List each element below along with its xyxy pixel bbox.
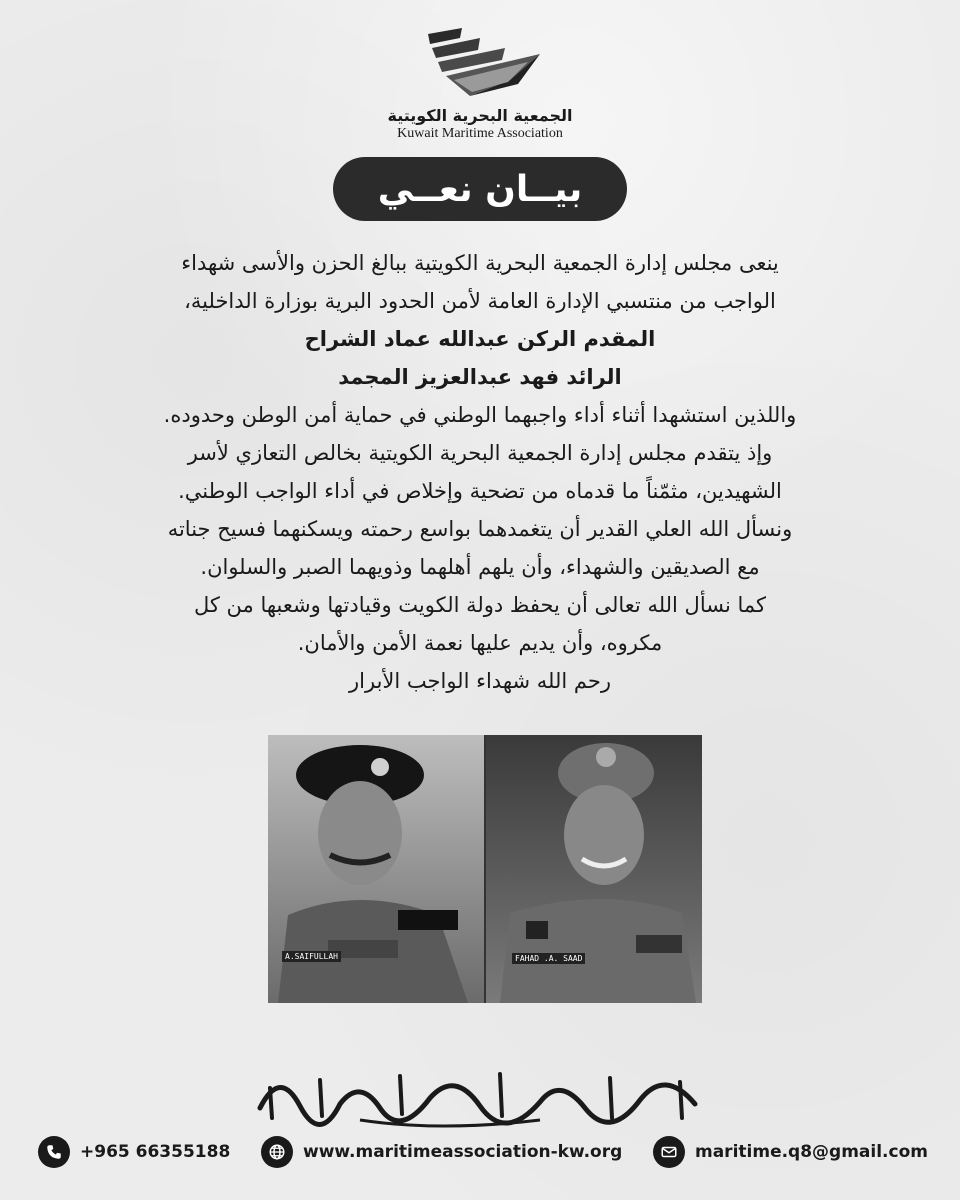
- website-link[interactable]: www.maritimeassociation-kw.org: [303, 1142, 623, 1162]
- mail-icon: [653, 1136, 685, 1168]
- name-tag: FAHAD .A. SAAD: [512, 953, 585, 964]
- statement-line: مع الصديقين والشهداء، وأن يلهم أهلهما وذويهما الصبر والسلوان.: [200, 555, 760, 579]
- phone-icon: [38, 1136, 70, 1168]
- calligraphy-graphic: [240, 1058, 720, 1128]
- email-address[interactable]: maritime.q8@gmail.com: [695, 1142, 928, 1162]
- logo-arabic-text: الجمعية البحرية الكويتية: [387, 106, 573, 125]
- quran-calligraphy: [240, 1058, 720, 1128]
- statement-line: كما نسأل الله تعالى أن يحفظ دولة الكويت وقيادتها وشعبها من كل: [193, 593, 767, 617]
- statement-line: مكروه، وأن يديم عليها نعمة الأمن والأمان.: [297, 631, 663, 655]
- phone-number[interactable]: +965 66355188: [80, 1142, 231, 1162]
- statement-line: وإذ يتقدم مجلس إدارة الجمعية البحرية الكويتية بخالص التعازي لأسر: [187, 441, 773, 465]
- statement-line: الواجب من منتسبي الإدارة العامة لأمن الحدود البرية بوزارة الداخلية،: [184, 289, 776, 313]
- statement-line: الشهيدين، مثمّناً ما قدماه من تضحية وإخلاص في أداء الواجب الوطني.: [178, 479, 782, 503]
- martyr-photo-left: [268, 735, 484, 1003]
- statement-line: رحم الله شهداء الواجب الأبرار: [349, 669, 611, 693]
- logo-english-text: Kuwait Maritime Association: [397, 126, 563, 141]
- martyrs-photos: [268, 735, 702, 1003]
- ship-emblem-icon: [410, 24, 550, 104]
- obituary-title: بيــان نعــي: [333, 157, 627, 221]
- statement-line: واللذين استشهدا أثناء أداء واجبهما الوطني في حماية أمن الوطن وحدوده.: [163, 403, 797, 427]
- obituary-statement: [40, 244, 920, 700]
- martyr-photo-right: [486, 735, 702, 1003]
- globe-icon: [261, 1136, 293, 1168]
- contact-website[interactable]: [261, 1136, 622, 1168]
- contact-phone[interactable]: [38, 1136, 230, 1168]
- martyr-name: المقدم الركن عبدالله عماد الشراح: [304, 327, 656, 351]
- contact-email[interactable]: [653, 1136, 928, 1168]
- contact-bar: [38, 1134, 928, 1170]
- name-tag: A.SAIFULLAH: [282, 951, 341, 962]
- martyr-name: الرائد فهد عبدالعزيز المجمد: [338, 365, 622, 389]
- statement-line: ونسأل الله العلي القدير أن يتغمدهما بواسع رحمته ويسكنهما فسيح جناته: [167, 517, 793, 541]
- association-logo: [0, 24, 960, 142]
- statement-line: ينعى مجلس إدارة الجمعية البحرية الكويتية ببالغ الحزن والأسى شهداء: [181, 251, 779, 275]
